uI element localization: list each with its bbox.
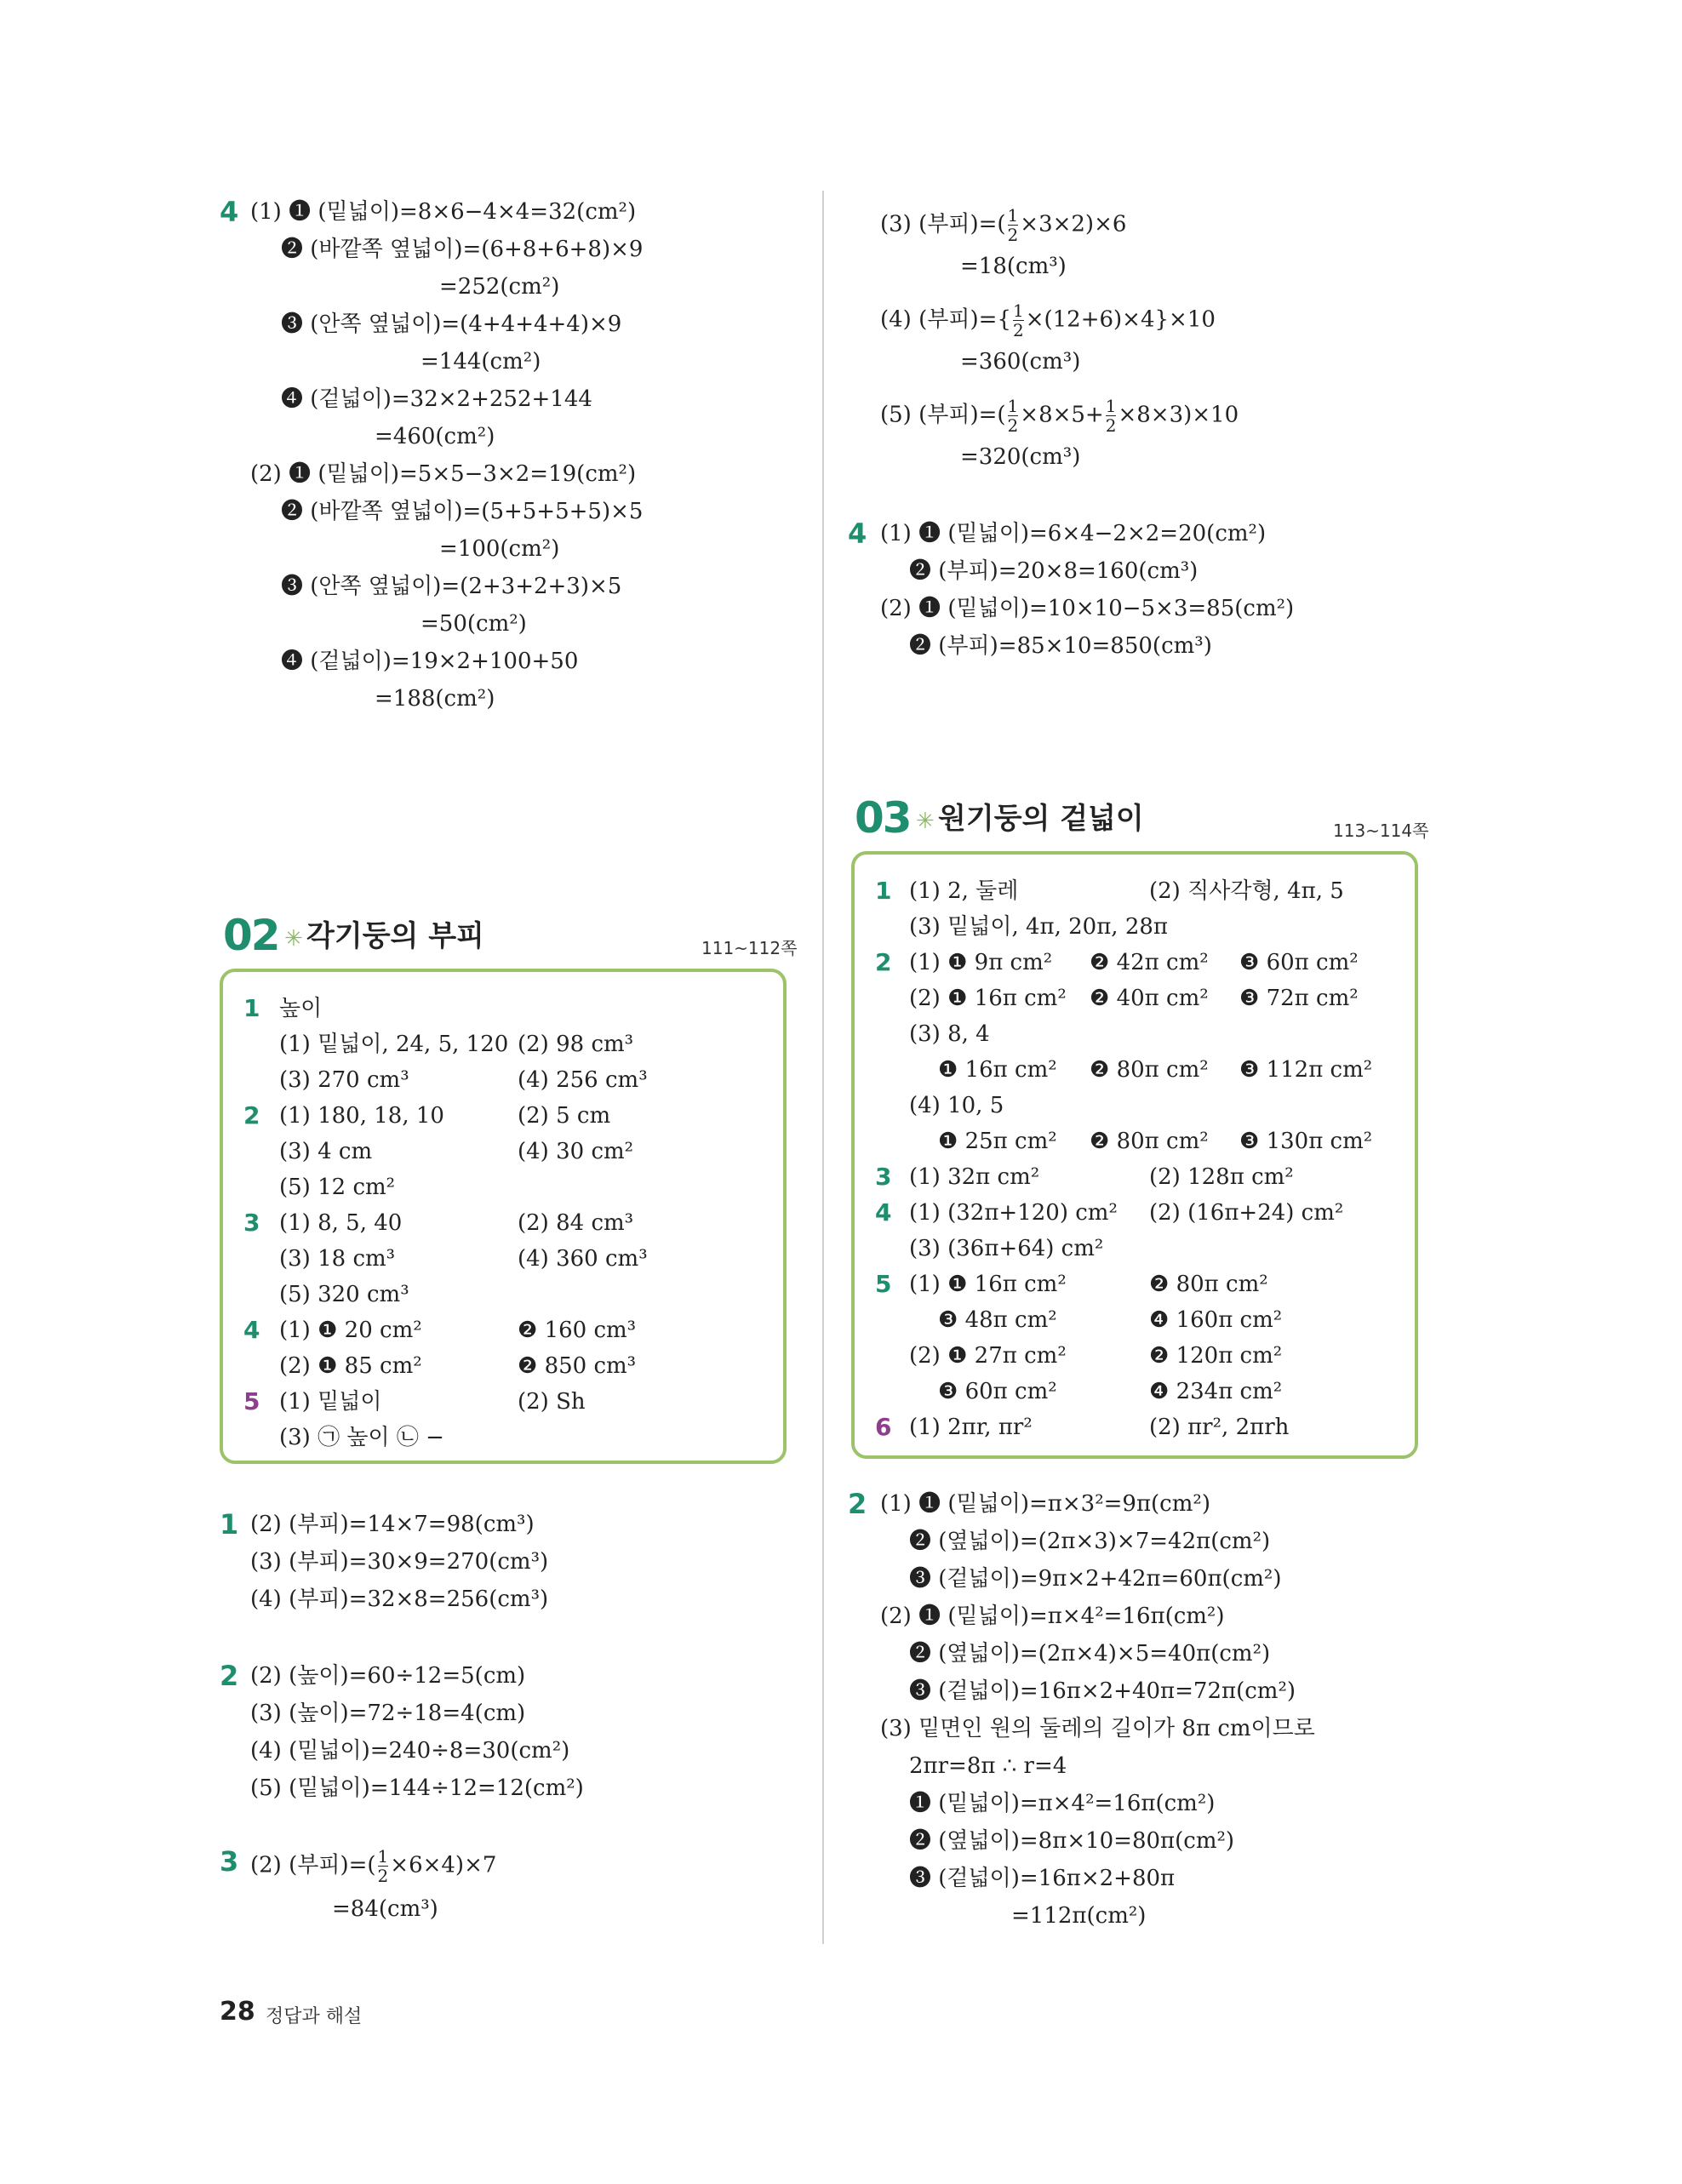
answer-number: 2 [243, 1101, 260, 1129]
answer: ❷ 850 cm³ [518, 1353, 637, 1379]
line: ❷ (부피)=20×8=160(cm³) [909, 558, 1199, 584]
answer: ❹ 160π cm² [1149, 1307, 1283, 1333]
line: ❸ (겉넓이)=9π×2+42π=60π(cm²) [909, 1566, 1282, 1592]
line: ❷ (옆넓이)=(2π×3)×7=42π(cm²) [909, 1529, 1271, 1554]
line: =320(cm³) [960, 444, 1081, 470]
answer: (1) 8, 5, 40 [279, 1210, 403, 1236]
answer: (5) 12 cm² [279, 1175, 396, 1200]
answer: ❷ 120π cm² [1149, 1343, 1283, 1369]
answer: (3) 18 cm³ [279, 1246, 396, 1272]
answer: (2) Sh [518, 1389, 586, 1415]
answer: ❸ 60π cm² [1239, 950, 1359, 975]
answer: ❹ 234π cm² [1149, 1379, 1283, 1404]
answer-number: 2 [875, 948, 892, 976]
answer-number: 5 [875, 1270, 892, 1298]
answer: (2) 직사각형, 4π, 5 [1149, 878, 1344, 904]
answer: (2) ❶ 27π cm² [909, 1343, 1067, 1369]
answer: (1) 밑넓이 [279, 1389, 382, 1415]
answer-number: 4 [243, 1316, 260, 1344]
answer: (5) 320 cm³ [279, 1282, 409, 1307]
column-divider [822, 191, 824, 1944]
question-number: 2 [848, 1488, 867, 1520]
line: ❶ (밑넓이)=π×4²=16π(cm²) [909, 1791, 1216, 1816]
line: ❷ (옆넓이)=8π×10=80π(cm²) [909, 1828, 1235, 1854]
answer: (3) 4 cm [279, 1139, 373, 1164]
line: ❷ (바깥쪽 옆넓이)=(6+8+6+8)×9 [281, 237, 644, 262]
answer: (1) (32π+120) cm² [909, 1200, 1118, 1226]
answer: ❸ 112π cm² [1239, 1057, 1373, 1083]
answer-number: 3 [875, 1163, 892, 1191]
line: ❷ (부피)=85×10=850(cm³) [909, 633, 1212, 659]
answer: (4) 360 cm³ [518, 1246, 648, 1272]
answer-number: 3 [243, 1209, 260, 1237]
answer: 높이 [279, 996, 323, 1021]
answer: (1) 2, 둘레 [909, 878, 1019, 904]
answer: (2) πr², 2πrh [1149, 1415, 1290, 1440]
line: ❹ (겉넓이)=19×2+100+50 [281, 649, 579, 674]
question-number: 4 [220, 196, 239, 228]
answer: ❸ 72π cm² [1239, 986, 1359, 1011]
line: =100(cm²) [439, 536, 560, 562]
answer: (2) ❶ 85 cm² [279, 1353, 422, 1379]
line: =360(cm³) [960, 349, 1081, 374]
answer: ❷ 160 cm³ [518, 1318, 637, 1343]
line: =144(cm²) [420, 349, 541, 374]
line: (1) ❶ (밑넓이)=8×6−4×4=32(cm²) [250, 199, 637, 225]
answer: (1) ❶ 20 cm² [279, 1318, 422, 1343]
line: 2πr=8π ∴ r=4 [909, 1753, 1067, 1779]
section-title: 각기둥의 부피 [306, 919, 484, 953]
section-title: 원기둥의 겉넓이 [938, 802, 1144, 836]
answer: (1) 2πr, πr² [909, 1415, 1033, 1440]
answer: (1) 180, 18, 10 [279, 1103, 444, 1129]
line: ❷ (옆넓이)=(2π×4)×5=40π(cm²) [909, 1641, 1271, 1667]
answer-number: 4 [875, 1198, 892, 1226]
line: (1) ❶ (밑넓이)=π×3²=9π(cm²) [880, 1491, 1210, 1517]
line: (2) ❶ (밑넓이)=π×4²=16π(cm²) [880, 1604, 1225, 1629]
answer: (1) 밑넓이, 24, 5, 120 [279, 1032, 509, 1057]
page-range: 111~112쪽 [701, 938, 798, 958]
answer: ❸ 48π cm² [938, 1307, 1057, 1333]
answer: (3) ㉠ 높이 ㉡ − [279, 1425, 444, 1450]
line: =18(cm³) [960, 254, 1067, 279]
section-number: 03 [855, 793, 911, 843]
page-range: 113~114쪽 [1333, 820, 1429, 841]
answer: (4) 256 cm³ [518, 1067, 648, 1093]
answer: (4) 10, 5 [909, 1093, 1004, 1118]
answer: ❸ 60π cm² [938, 1379, 1057, 1404]
line: =460(cm²) [375, 424, 495, 449]
line: ❸ (안쪽 옆넓이)=(2+3+2+3)×5 [281, 574, 622, 599]
answer: (2) 84 cm³ [518, 1210, 634, 1236]
line: (1) ❶ (밑넓이)=6×4−2×2=20(cm²) [880, 521, 1267, 546]
question-number: 2 [220, 1660, 239, 1692]
line: (3) (부피)=30×9=270(cm³) [250, 1549, 549, 1575]
answer-number: 6 [875, 1413, 892, 1441]
page-number: 28 [220, 1997, 255, 2027]
line: ❹ (겉넓이)=32×2+252+144 [281, 386, 592, 412]
answer: ❷ 42π cm² [1090, 950, 1209, 975]
answer: ❶ 16π cm² [938, 1057, 1057, 1083]
answer: (2) 128π cm² [1149, 1164, 1294, 1190]
line: (2) (높이)=60÷12=5(cm) [250, 1663, 526, 1689]
line: ❷ (바깥쪽 옆넓이)=(5+5+5+5)×5 [281, 499, 644, 524]
line: (5) (부피)=( $\frac{1}{2}$ ×8×5+ $\frac{1}{2}$ ×8×3)×10 [880, 396, 1239, 436]
line: (2) ❶ (밑넓이)=10×10−5×3=85(cm²) [880, 596, 1295, 621]
answer: (1) 32π cm² [909, 1164, 1040, 1190]
footer-label: 정답과 해설 [266, 2006, 363, 2027]
line: (3) 밑면인 원의 둘레의 길이가 8π cm이므로 [880, 1716, 1315, 1741]
star-icon: ✳ [916, 809, 935, 834]
answer: ❶ 25π cm² [938, 1129, 1057, 1154]
answer: (3) 270 cm³ [279, 1067, 409, 1093]
line: (3) (높이)=72÷18=4(cm) [250, 1701, 526, 1726]
answer: (3) 8, 4 [909, 1021, 990, 1047]
line: =112π(cm²) [1011, 1903, 1147, 1929]
line: ❸ (겉넓이)=16π×2+80π [909, 1866, 1176, 1891]
answer: ❸ 130π cm² [1239, 1129, 1373, 1154]
question-number: 1 [220, 1508, 239, 1541]
answer: ❷ 80π cm² [1090, 1057, 1209, 1083]
answer: (3) 밑넓이, 4π, 20π, 28π [909, 914, 1169, 940]
line: (4) (밑넓이)=240÷8=30(cm²) [250, 1738, 570, 1764]
answer: (2) ❶ 16π cm² [909, 986, 1067, 1011]
line: ❸ (겉넓이)=16π×2+40π=72π(cm²) [909, 1678, 1296, 1704]
star-icon: ✳ [284, 926, 303, 952]
line: (2) (부피)=( $\frac{1}{2}$ ×6×4)×7 [250, 1846, 497, 1886]
answer-number: 1 [243, 994, 260, 1022]
line: (5) (밑넓이)=144÷12=12(cm²) [250, 1775, 584, 1801]
line: (2) ❶ (밑넓이)=5×5−3×2=19(cm²) [250, 461, 637, 487]
answer: (1) ❶ 16π cm² [909, 1272, 1067, 1297]
answer: (2) 5 cm [518, 1103, 611, 1129]
answer: (4) 30 cm² [518, 1139, 634, 1164]
answer: ❷ 80π cm² [1090, 1129, 1209, 1154]
line: (3) (부피)=( $\frac{1}{2}$ ×3×2)×6 [880, 205, 1127, 245]
answer-number: 5 [243, 1387, 260, 1415]
line: ❸ (안쪽 옆넓이)=(4+4+4+4)×9 [281, 312, 622, 337]
line: =50(cm²) [420, 611, 527, 637]
line: =84(cm³) [332, 1896, 438, 1922]
answer: (2) 98 cm³ [518, 1032, 634, 1057]
line: =252(cm²) [439, 274, 560, 300]
question-number: 3 [220, 1845, 239, 1878]
answer: ❷ 80π cm² [1149, 1272, 1268, 1297]
line: =188(cm²) [375, 686, 495, 712]
answer: (1) ❶ 9π cm² [909, 950, 1053, 975]
line: (4) (부피)=32×8=256(cm³) [250, 1587, 549, 1612]
line: (4) (부피)={ $\frac{1}{2}$ ×(12+6)×4}×10 [880, 300, 1216, 340]
answer: (2) (16π+24) cm² [1149, 1200, 1344, 1226]
section-number: 02 [223, 911, 279, 960]
line: (2) (부피)=14×7=98(cm³) [250, 1512, 535, 1537]
question-number: 4 [848, 517, 867, 550]
answer: ❷ 40π cm² [1090, 986, 1209, 1011]
answer: (3) (36π+64) cm² [909, 1236, 1104, 1261]
answer-number: 1 [875, 877, 892, 905]
